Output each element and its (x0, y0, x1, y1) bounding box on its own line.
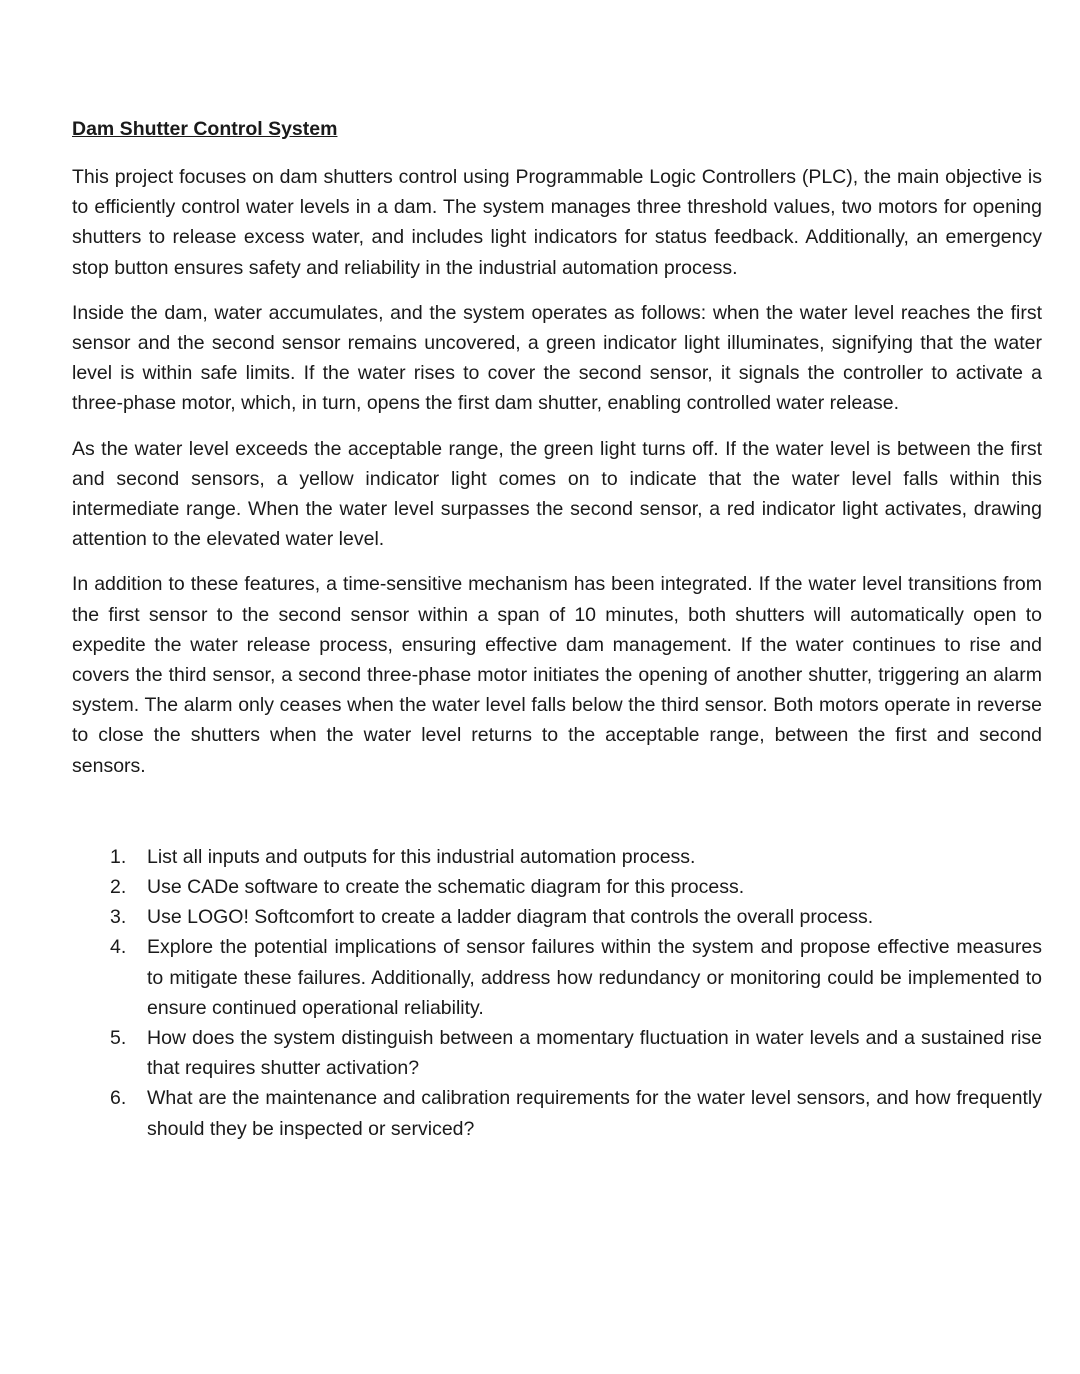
question-item (110, 932, 1042, 1023)
question-text: Explore the potential implications of sensor failures within the system and propose effective measures to mitigate these failures. Additionally, address how redundancy or monitoring could be implemented to ensure continued operational reliability. (147, 936, 1042, 1019)
document-title: Dam Shutter Control System (72, 118, 338, 140)
paragraph-intro: This project focuses on dam shutters control using Programmable Logic Controllers (PLC), the main objective is to efficiently control water levels in a dam. The system manages three threshold values, two motors for opening shutters to release excess water, and includes light indicators for status feedback. Additionally, an emergency stop button ensures safety and reliability in the industrial automation process. (72, 166, 1042, 279)
question-number: 3. (110, 906, 127, 929)
question-text: What are the maintenance and calibration requirements for the water level sensors, and how frequently should they be inspected or serviced? (147, 1087, 1042, 1140)
question-item (110, 872, 1042, 902)
question-text: How does the system distinguish between a momentary fluctuation in water levels and a sustained rise that requires shutter activation? (147, 1027, 1042, 1080)
question-text: List all inputs and outputs for this industrial automation process. (147, 845, 696, 868)
question-text: Use LOGO! Softcomfort to create a ladder diagram that controls the overall process. (147, 906, 874, 929)
paragraph-operation: Inside the dam, water accumulates, and the system operates as follows: when the water level reaches the first sensor and the second sensor remains uncovered, a green indicator light illuminates, signifying that the water level is within safe limits. If the water rises to cover the second sensor, it signals the controller to activate a three-phase motor, which, in turn, opens the first dam shutter, enabling controlled water release. (72, 301, 1042, 415)
paragraph-time-mechanism: In addition to these features, a time-sensitive mechanism has been integrated. If the water level transitions from the first sensor to the second sensor within a span of 10 minutes, both shutters will automatically open to expedite the water release process, ensuring effective dam management. If the water continues to rise and covers the third sensor, a second three-phase motor initiates the opening of another shutter, triggering an alarm system. The alarm only ceases when the water level falls below the third sensor. Both motors operate in reverse to close the shutters when the water level returns to the acceptable range, between the first and second sensors. (72, 573, 1042, 777)
question-item (110, 902, 1042, 932)
paragraph-indicators: As the water level exceeds the acceptable range, the green light turns off. If the water level is between the first and second sensors, a yellow indicator light comes on to indicate that the water level falls within this intermediate range. When the water level surpasses the second sensor, a red indicator light activates, drawing attention to the elevated water level. (72, 437, 1042, 551)
question-number: 1. (110, 845, 127, 868)
question-list (72, 842, 1042, 1144)
question-number: 5. (110, 1027, 127, 1050)
document-page (72, 116, 1042, 1144)
question-item (110, 1083, 1042, 1143)
question-item (110, 842, 1042, 872)
question-number: 6. (110, 1087, 127, 1110)
question-item (110, 1023, 1042, 1083)
question-number: 4. (110, 936, 127, 959)
question-text: Use CADe software to create the schematic diagram for this process. (147, 876, 745, 899)
question-number: 2. (110, 876, 127, 899)
section-spacer (72, 796, 1042, 842)
